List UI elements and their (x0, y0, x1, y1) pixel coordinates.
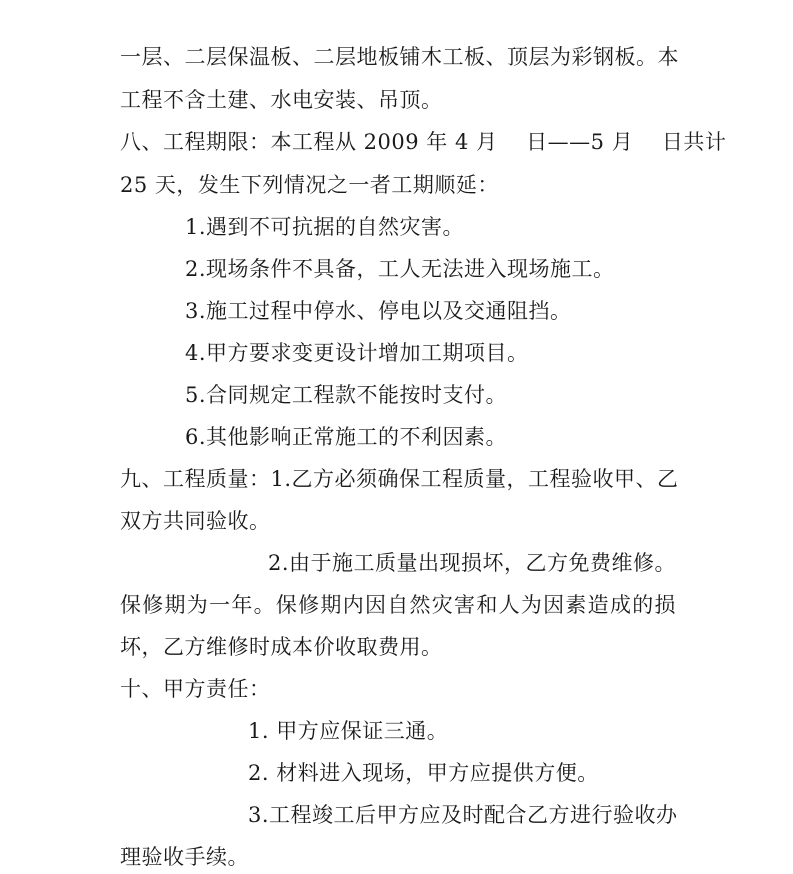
section-9-heading: 九、工程质量：1.乙方必须确保工程质量，工程验收甲、乙 (120, 467, 679, 491)
list-item-1: 1.遇到不可抗据的自然灾害。 (185, 215, 465, 239)
section-8-heading: 八、工程期限：本工程从 2009 年 4 月 日——5 月 日共计 (120, 130, 727, 154)
party-a-item-2: 2. 材料进入现场，甲方应提供方便。 (248, 761, 599, 785)
text-line-1: 一层、二层保温板、二层地板铺木工板、顶层为彩钢板。本 (120, 45, 679, 69)
list-item-5: 5.合同规定工程款不能按时支付。 (185, 383, 508, 407)
list-item-2: 2.现场条件不具备，工人无法进入现场施工。 (185, 257, 615, 281)
party-a-item-3: 3.工程竣工后甲方应及时配合乙方进行验收办 (248, 803, 678, 827)
text-line-15: 坏，乙方维修时成本价收取费用。 (120, 635, 443, 659)
text-line-12: 双方共同验收。 (120, 509, 271, 533)
section-10-heading: 十、甲方责任： (120, 677, 271, 701)
party-a-item-1: 1. 甲方应保证三通。 (248, 719, 449, 743)
text-line-14: 保修期为一年。保修期内因自然灾害和人为因素造成的损 (120, 593, 676, 617)
list-item-6: 6.其他影响正常施工的不利因素。 (185, 425, 508, 449)
text-line-4: 25 天，发生下列情况之一者工期顺延： (120, 173, 499, 197)
list-item-3: 3.施工过程中停水、停电以及交通阻挡。 (185, 299, 572, 323)
list-item-4: 4.甲方要求变更设计增加工期项目。 (185, 341, 529, 365)
text-line-2: 工程不含土建、水电安装、吊顶。 (120, 88, 443, 112)
quality-item-2: 2.由于施工质量出现损坏，乙方免费维修。 (268, 551, 677, 575)
text-line-20: 理验收手续。 (120, 845, 249, 869)
